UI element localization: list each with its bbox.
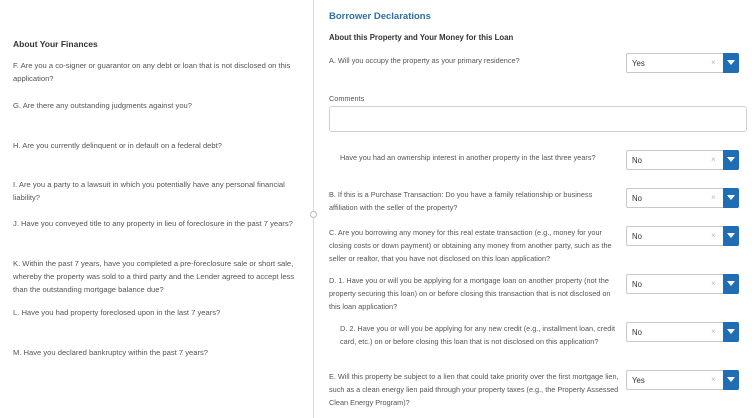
answer-b-value: No (632, 194, 642, 203)
question-j: J. Have you conveyed title to any property in lieu of foreclosure in the past 7 years? (13, 219, 293, 228)
clear-icon[interactable]: × (711, 375, 716, 384)
answer-e-select[interactable] (626, 370, 739, 390)
finances-heading: About Your Finances (13, 39, 98, 49)
chevron-down-icon[interactable] (723, 274, 739, 294)
page-title: Borrower Declarations (329, 11, 431, 22)
question-f: F. Are you a co-signer or guarantor on any debt or loan that is not disclosed on this application? (13, 61, 291, 83)
chevron-down-icon[interactable] (723, 150, 739, 170)
answer-c-value: No (632, 232, 642, 241)
clear-icon[interactable]: × (711, 58, 716, 67)
clear-icon[interactable]: × (711, 155, 716, 164)
question-d1: D. 1. Have you or will you be applying for a mortgage loan on another property (not the property securing this loan) on or before closing this transaction that is not disclosed on this loan application? (329, 276, 611, 311)
answer-a-value: Yes (632, 59, 645, 68)
question-l: L. Have you had property foreclosed upon in the last 7 years? (13, 308, 221, 317)
question-g: G. Are there any outstanding judgments against you? (13, 101, 192, 110)
question-k: K. Within the past 7 years, have you completed a pre-foreclosure sale or short sale, whereby the property was sold to a third party and the Lender agreed to accept less than the outstanding mortgage balance due? (13, 259, 295, 294)
answer-a1-value: No (632, 156, 642, 165)
chevron-down-icon[interactable] (723, 188, 739, 208)
question-m: M. Have you declared bankruptcy within the past 7 years? (13, 348, 209, 357)
clear-icon[interactable]: × (711, 279, 716, 288)
chevron-down-icon[interactable] (723, 226, 739, 246)
answer-d1-select[interactable] (626, 274, 739, 294)
answer-e-value: Yes (632, 376, 645, 385)
clear-icon[interactable]: × (711, 327, 716, 336)
chevron-down-icon[interactable] (723, 53, 739, 73)
answer-a-select[interactable] (626, 53, 739, 73)
question-b: B. If this is a Purchase Transaction: Do you have a family relationship or business affiliation with the seller of the property? (329, 190, 593, 212)
answer-d2-value: No (632, 328, 642, 337)
answer-d2-select[interactable] (626, 322, 739, 342)
clear-icon[interactable]: × (711, 193, 716, 202)
answer-c-select[interactable] (626, 226, 739, 246)
question-a: A. Will you occupy the property as your primary residence? (329, 56, 520, 65)
question-d2: D. 2. Have you or will you be applying for any new credit (e.g., installment loan, credit card, etc.) on or before closing this loan that is not disclosed on this application? (340, 324, 615, 346)
question-a1: Have you had an ownership interest in another property in the last three years? (340, 153, 596, 162)
section-subtitle: About this Property and Your Money for this Loan (329, 33, 514, 42)
question-c: C. Are you borrowing any money for this real estate transaction (e.g., money for your closing costs or down payment) or obtaining any money from another party, such as the seller or realtor, that you have not disclosed on this loan application? (329, 228, 612, 263)
clear-icon[interactable]: × (711, 231, 716, 240)
answer-a1-select[interactable] (626, 150, 739, 170)
question-i: I. Are you a party to a lawsuit in which you potentially have any personal financial liability? (13, 180, 285, 202)
comments-textarea[interactable] (329, 106, 747, 132)
finances-panel (0, 0, 313, 418)
answer-d1-value: No (632, 280, 642, 289)
chevron-down-icon[interactable] (723, 322, 739, 342)
answer-b-select[interactable] (626, 188, 739, 208)
declarations-panel (314, 0, 752, 418)
question-e: E. Will this property be subject to a lien that could take priority over the first mortgage lien, such as a clean energy lien paid through your property taxes (e.g., the Property Assessed Clean Energy Program)? (329, 372, 619, 407)
comments-label: Comments (329, 94, 365, 103)
chevron-down-icon[interactable] (723, 370, 739, 390)
question-h: H. Are you currently delinquent or in default on a federal debt? (13, 141, 222, 150)
